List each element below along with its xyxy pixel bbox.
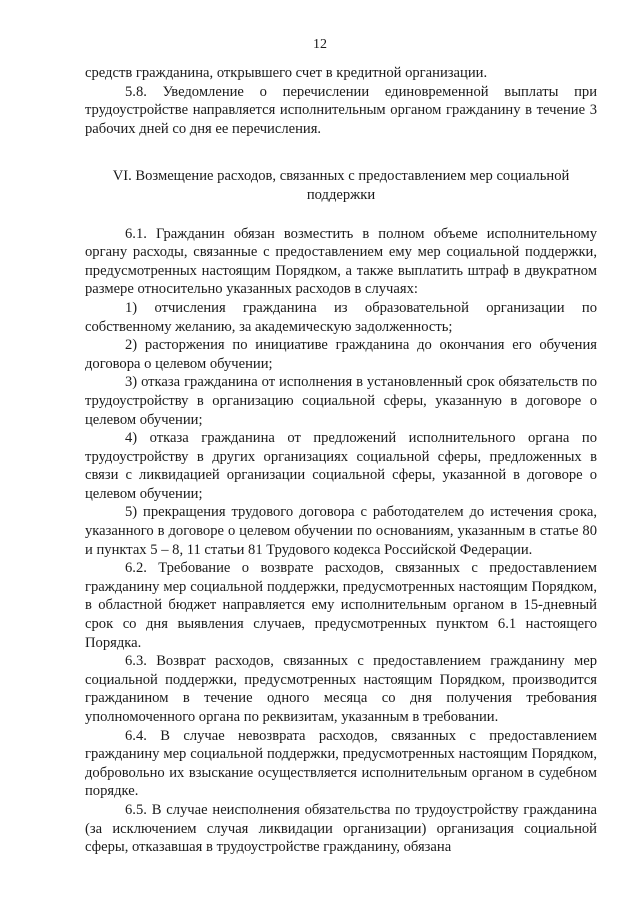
- paragraph-continuation: средств гражданина, открывшего счет в кредитной организации.: [85, 65, 488, 81]
- list-item-3: 3) отказа гражданина от исполнения в установленный срок обязательств по трудоустройству в организацию социальной сферы, указанную в договоре о целевом обучении;: [85, 374, 597, 428]
- paragraph-6-1: 6.1. Гражданин обязан возместить в полном объеме исполнительному органу расходы, связанные с предоставлением ему мер социальной поддержки, предусмотренных настоящим Порядком, а также выплатить штраф в двукратном размере относительно указанных расходов в случаях:: [85, 225, 597, 298]
- list-item-5: 5) прекращения трудового договора с работодателем до истечения срока, указанного в договоре о целевом обучении по основаниям, указанным в статье 80 и пунктах 5 – 8, 11 статьи 81 Трудового кодекса Российской Федерации.: [85, 504, 597, 558]
- section-heading: VI. Возмещение расходов, связанных с предоставлением мер социальной поддержки: [112, 168, 570, 203]
- list-item-2: 2) расторжения по инициативе гражданина до окончания его обучения договора о целевом обучении;: [85, 337, 597, 372]
- page-number: 12: [313, 37, 327, 52]
- paragraph-6-2: 6.2. Требование о возврате расходов, связанных с предоставлением гражданину мер социальной поддержки, предусмотренных настоящим Порядком, в областной бюджет направляется ему исполнительным органом в 15-дневный срок со дня выявления случаев, предусмотренных пунктом 6.1 настоящего Порядка.: [85, 560, 597, 651]
- paragraph-6-4: 6.4. В случае невозврата расходов, связанных с предоставлением гражданину мер социальной поддержки, предусмотренных настоящим Порядком, добровольно их взыскание осуществляется исполнительным органом в судебном порядке.: [85, 727, 597, 800]
- paragraph-5-8: 5.8. Уведомление о перечислении единовременной выплаты при трудоустройстве направляется исполнительным органом гражданину в течение 3 рабочих дней со дня ее перечисления.: [85, 83, 597, 137]
- paragraph-6-3: 6.3. Возврат расходов, связанных с предоставлением гражданину мер социальной поддержки, предусмотренных настоящим Порядком, производится гражданином в течение одного месяца со дня получения требования уполномоченного органа по реквизитам, указанным в требовании.: [85, 653, 597, 725]
- list-item-4: 4) отказа гражданина от предложений исполнительного органа по трудоустройству в других организациях социальной сферы, предложенных в связи с ликвидацией организации социальной сферы, указанной в договоре о целевом обучении;: [85, 430, 597, 502]
- list-item-1: 1) отчисления гражданина из образовательной организации по собственному желанию, за академическую задолженность;: [85, 299, 597, 335]
- document-body: [85, 64, 597, 857]
- paragraph-6-5: 6.5. В случае неисполнения обязательства по трудоустройству гражданина (за исключением случая ликвидации организации) организация социальной сферы, отказавшая в трудоустройстве гражданину, обязана: [85, 801, 597, 856]
